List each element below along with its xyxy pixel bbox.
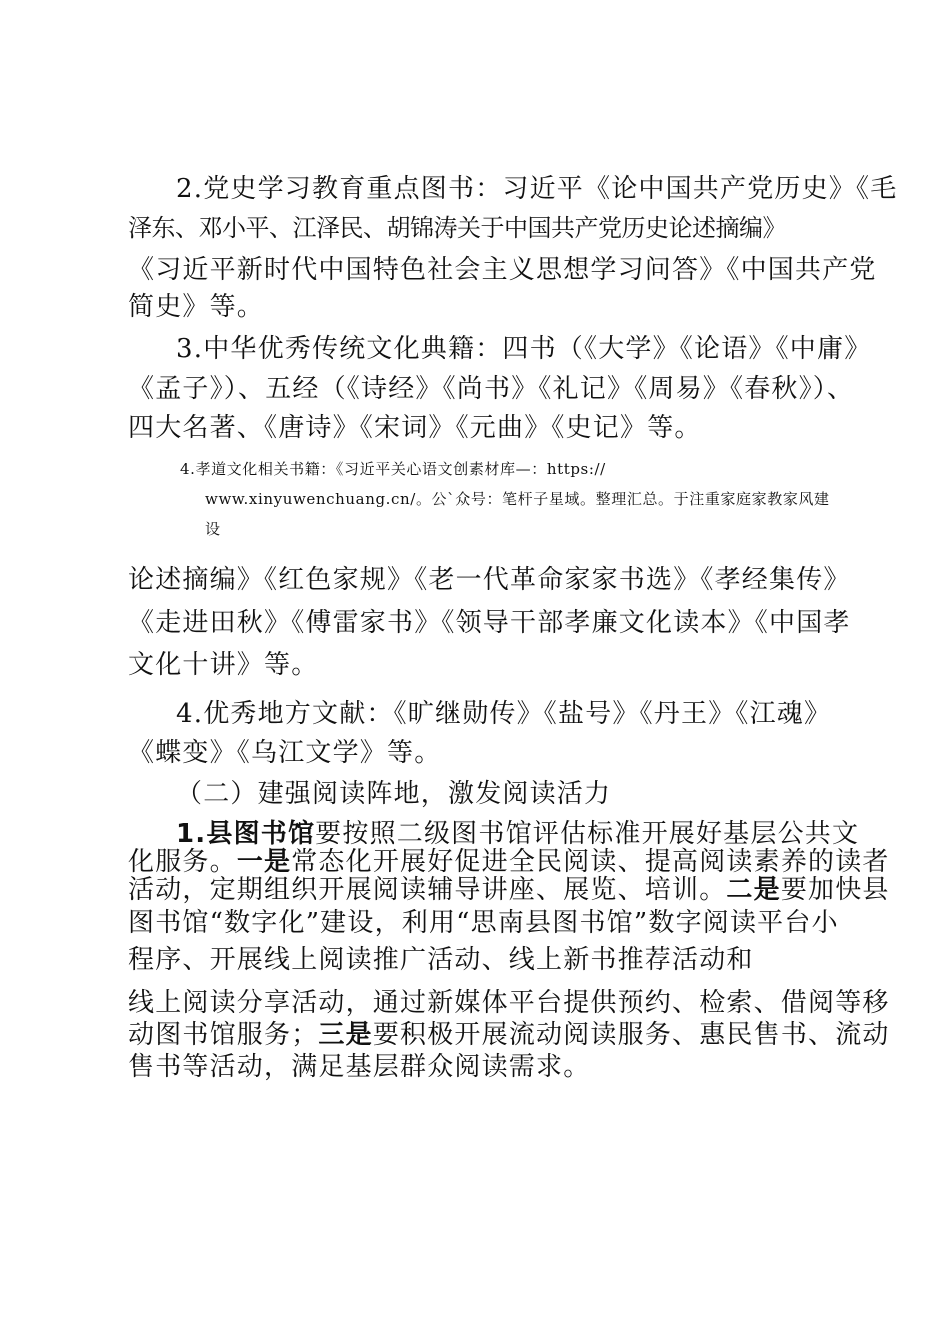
item4-filial-line3: 设 xyxy=(205,520,221,538)
item2-line4: 简史》等。 xyxy=(128,292,265,322)
library-line4: 图书馆“数字化”建设，利用“思南县图书馆”数字阅读平台小 xyxy=(128,908,839,938)
library-line7-b: 要积极开展流动阅读服务、惠民售书、流动 xyxy=(372,1020,890,1050)
library-line8: 售书等活动，满足基层群众阅读需求。 xyxy=(128,1052,591,1082)
item2-line2: 泽东、邓小平、江泽民、胡锦涛关于中国共产党历史论述摘编》 xyxy=(128,214,786,242)
item3-line1: 3.中华优秀传统文化典籍：四书（《大学》《论语》《中庸》 xyxy=(176,334,872,364)
section-heading-2: （二）建强阅读阵地，激发阅读活力 xyxy=(176,779,612,809)
item4-filial-line5: 《走进田秋》《傅雷家书》《领导干部孝廉文化读本》《中国孝 xyxy=(128,608,851,638)
library-line7-bold: 三是 xyxy=(318,1020,373,1050)
item2-line3: 《习近平新时代中国特色社会主义思想学习问答》《中国共产党 xyxy=(128,255,877,285)
library-lead: 1.县图书馆 xyxy=(176,819,316,849)
item3-line2: 《孟子》）、五经（《诗经》《尚书》《礼记》《周易》《春秋》）、 xyxy=(128,374,855,404)
library-line7 xyxy=(128,1018,890,1052)
library-line6: 线上阅读分享活动，通过新媒体平台提供预约、检索、借阅等移 xyxy=(128,988,890,1018)
item4-local-line2: 《蝶变》《乌江文学》等。 xyxy=(128,738,442,768)
library-line3-b: 要加快县 xyxy=(780,875,890,905)
library-line5: 程序、开展线上阅读推广活动、线上新书推荐活动和 xyxy=(128,945,754,975)
library-line2-bold: 一是 xyxy=(236,847,292,877)
library-line3-bold: 二是 xyxy=(726,875,781,905)
library-line3 xyxy=(128,873,890,907)
library-line2-b: 常态化开展好促进全民阅读、提高阅读素养的读者 xyxy=(291,847,890,877)
library-line7-a: 动图书馆服务； xyxy=(128,1020,319,1050)
item3-line3: 四大名著、《唐诗》《宋词》《元曲》《史记》等。 xyxy=(128,413,702,443)
item4-filial-line4: 论述摘编》《红色家规》《老一代革命家家书选》《孝经集传》 xyxy=(128,565,851,595)
item4-filial-line6: 文化十讲》等。 xyxy=(128,650,319,680)
item4-filial-line1: 4.孝道文化相关书籍：《习近平关心语文创素材库—：https:// xyxy=(180,460,606,478)
library-line2-a: 化服务。 xyxy=(128,847,237,877)
library-line3-a: 活动，定期组织开展阅读辅导讲座、展览、培训。 xyxy=(128,875,727,905)
library-line1-rest: 要按照二级图书馆评估标准开展好基层公共文 xyxy=(315,819,860,849)
item4-local-line1: 4.优秀地方文献：《旷继勋传》《盐号》《丹王》《江魂》 xyxy=(176,699,832,729)
item2-line1: 2.党史学习教育重点图书：习近平《论中国共产党历史》《毛 xyxy=(176,174,898,204)
item4-filial-line2: www.xinyuwenchuang.cn/。公`众号：笔杆子星域。整理汇总。于注重家庭家教家风建 xyxy=(205,490,830,508)
